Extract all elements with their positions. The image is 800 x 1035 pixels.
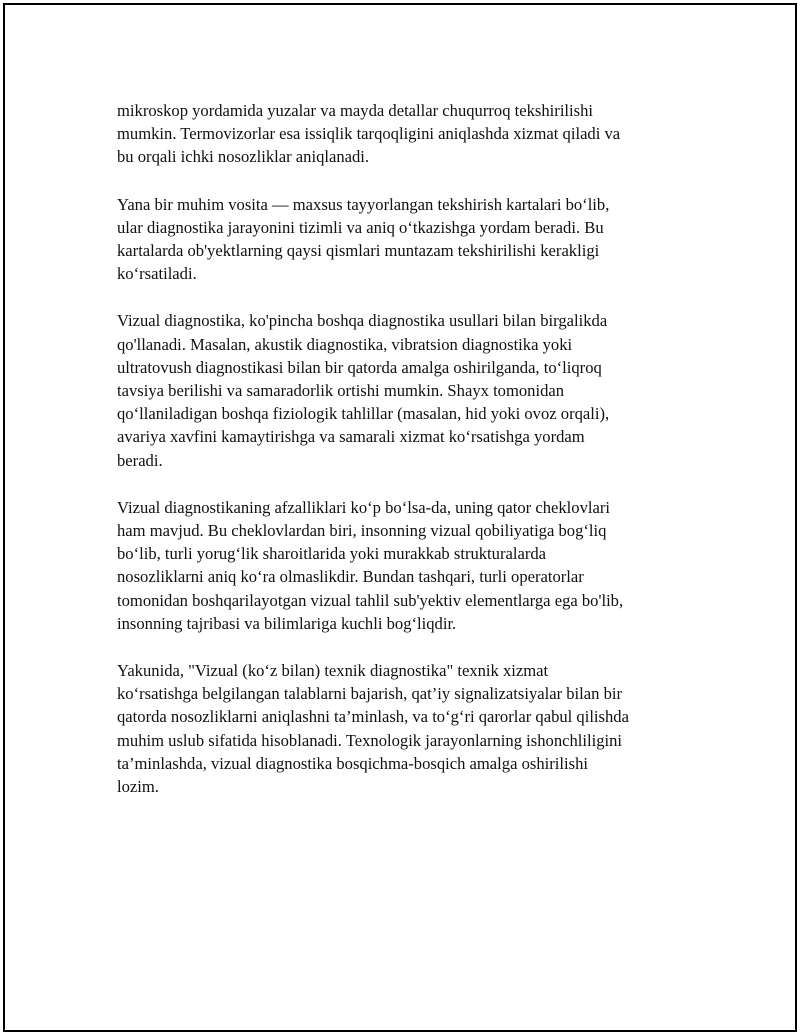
paragraph-3: Vizual diagnostika, ko'pincha boshqa diagnostika usullari bilan birgalikda qo'llanadi. Masalan, akustik diagnostika, vibratsion diagnostika yoki ultratovush diagnostikasi bilan bir qatorda amalga oshirilganda, to‘liqroq tavsiya berilishi va samaradorlik ortishi mumkin. Shayx tomonidan qo‘llaniladigan boshqa fiziologik tahlillar (masalan, hid yoki ovoz orqali), avariya xavfini kamaytirishga va samarali xizmat ko‘rsatishga yordam beradi.	[117, 311, 610, 470]
paragraph-5: Yakunida, "Vizual (ko‘z bilan) texnik diagnostika" texnik xizmat ko‘rsatishga belgilangan talablarni bajarish, qat’iy signalizatsiyalar bilan bir qatorda nosozliklarni aniqlashni ta’minlash, va to‘g‘ri qarorlar qabul qilishda muhim uslub sifatida hisoblanadi. Texnologik jarayonlarning ishonchliligini ta’minlashda, vizual diagnostika bosqichma-bosqich amalga oshirilishi lozim.	[117, 661, 629, 797]
paragraph-1: mikroskop yordamida yuzalar va mayda detallar chuqurroq tekshirilishi mumkin. Termovizorlar esa issiqlik tarqoqligini aniqlashda xizmat qiladi va bu orqali ichki nosozliklar aniqlanadi.	[117, 101, 621, 167]
paragraph-2: Yana bir muhim vosita — maxsus tayyorlangan tekshirish kartalari bo‘lib, ular diagnostika jarayonini tizimli va aniq o‘tkazishga yordam beradi. Bu kartalarda ob'yektlarning qaysi qismlari muntazam tekshirilishi kerakligi ko‘rsatiladi.	[117, 194, 610, 284]
document-body	[117, 99, 697, 822]
page-frame	[3, 3, 797, 1032]
paragraph-4: Vizual diagnostikaning afzalliklari ko‘p bo‘lsa-da, uning qator cheklovlari ham mavjud. Bu cheklovlardan biri, insonning vizual qobiliyatiga bog‘liq bo‘lib, turli yorug‘lik sharoitlarida yoki murakkab strukturalarda nosozliklarni aniq ko‘ra olmaslikdir. Bundan tashqari, turli operatorlar tomonidan boshqarilayotgan vizual tahlil sub'yektiv elementlarga ega bo'lib, insonning tajribasi va bilimlariga kuchli bog‘liqdir.	[117, 497, 624, 633]
